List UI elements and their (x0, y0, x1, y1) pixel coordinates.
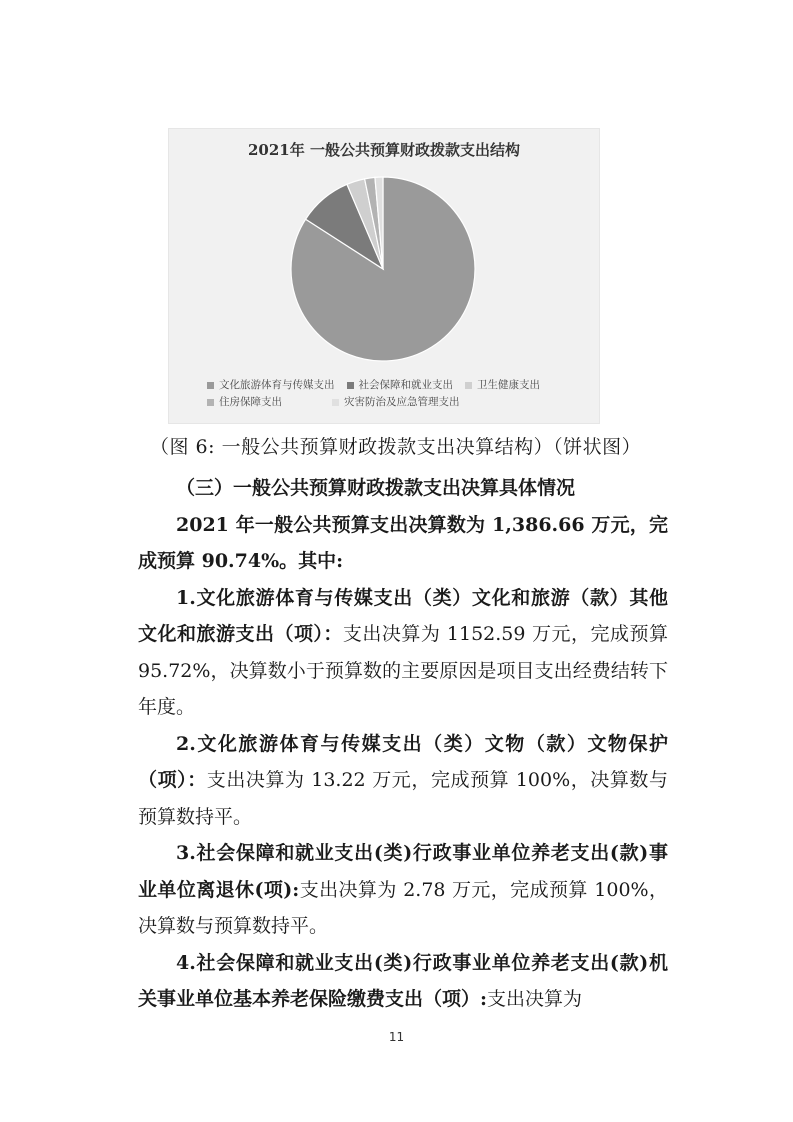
legend-label: 住房保障支出 (219, 396, 282, 408)
legend-row-1 (207, 377, 587, 394)
legend-item-social-security (347, 377, 454, 394)
item-text: 支出决算为 2.78 万元，完成预算 100%，决算数与预算数持平。 (138, 878, 668, 937)
legend-swatch (465, 382, 472, 389)
legend-item-housing (207, 394, 282, 411)
item-title: 1.文化旅游体育与传媒支出（类）文化和旅游（款）其他文化和旅游支出（项）： (138, 586, 668, 645)
item-text: 支出决算为 (487, 988, 583, 1010)
legend-label: 卫生健康支出 (477, 379, 540, 391)
item-paragraph-1 (138, 580, 668, 726)
legend-label: 社会保障和就业支出 (358, 379, 453, 391)
item-title: 2.文化旅游体育与传媒支出（类）文物（款）文物保护（项）： (138, 732, 668, 791)
legend-swatch (332, 399, 339, 406)
legend-item-health (465, 377, 540, 394)
legend-label: 灾害防治及应急管理支出 (344, 396, 460, 408)
item-paragraph-4 (138, 945, 668, 1018)
item-text: 支出决算为 1152.59 万元，完成预算 95.72%，决算数小于预算数的主要原因是项目支出经费结转下年度。 (138, 623, 668, 718)
intro-paragraph: 2021 年一般公共预算支出决算数为 1,386.66 万元，完成预算 90.74%。其中: (138, 513, 668, 572)
legend-swatch (207, 399, 214, 406)
legend-label: 文化旅游体育与传媒支出 (219, 379, 335, 391)
item-title: 3.社会保障和就业支出(类)行政事业单位养老支出(款)事业单位离退休(项): (138, 842, 668, 901)
legend-item-culture (207, 377, 335, 394)
body-text (138, 470, 668, 1018)
item-title: 4.社会保障和就业支出(类)行政事业单位养老支出(款)机关事业单位基本养老保险缴费支出（项）: (138, 951, 668, 1010)
page-number: 11 (388, 1030, 405, 1044)
item-paragraph-2 (138, 726, 668, 836)
legend-item-disaster (332, 394, 460, 411)
item-paragraph-3 (138, 835, 668, 945)
section-heading: （三）一般公共预算财政拨款支出决算具体情况 (176, 477, 576, 499)
legend-swatch (207, 382, 214, 389)
pie-chart (168, 128, 600, 424)
chart-title: 2021年 一般公共预算财政拨款支出结构 (248, 141, 520, 159)
item-text: 支出决算为 13.22 万元，完成预算 100%，决算数与预算数持平。 (138, 769, 668, 828)
chart-legend (207, 377, 587, 411)
legend-swatch (347, 382, 354, 389)
legend-row-2 (207, 394, 587, 411)
figure-caption: （图 6: 一般公共预算财政拨款支出决算结构）（饼状图） (150, 436, 642, 458)
